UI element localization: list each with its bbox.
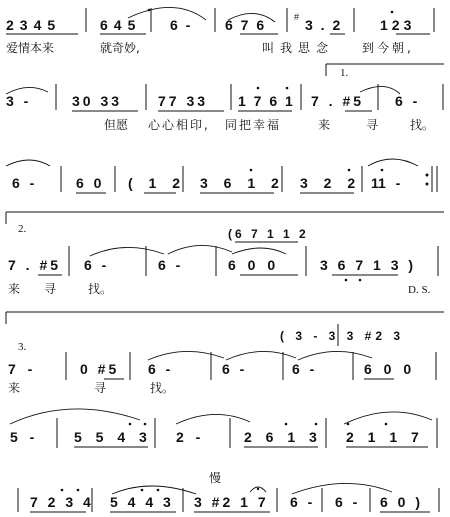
note-group: 6 0 ) [380, 494, 424, 510]
note-group: 0 #5 [80, 361, 120, 377]
note-group: 2 1 1 7 [346, 429, 424, 445]
note-group: 7 - [8, 361, 37, 377]
tie [292, 483, 392, 494]
note-group: 6 - [12, 175, 38, 191]
tempo-mark: 慢 [209, 471, 222, 485]
note-group: 1 7 6 1 [238, 93, 295, 109]
note-group: 7 . #5 [311, 93, 365, 109]
ending-label: 3. [18, 341, 27, 353]
lyric: 找。 [150, 381, 175, 395]
note-group: 3 6 7 1 3 ) [320, 257, 417, 273]
note-group: 6 - [158, 257, 184, 273]
note-group: 6 0 0 [228, 257, 280, 273]
note-group: 6 0 [76, 175, 105, 191]
lyric: 来 [8, 282, 21, 296]
note-group: 6 - [84, 257, 110, 273]
tie [90, 247, 164, 256]
note-group: 5 - [10, 429, 39, 445]
bracket-notes: (6 7 1 1 2 [228, 227, 309, 241]
note-group: 645 [100, 17, 142, 33]
lyric: 同把幸福 [225, 118, 282, 132]
note-group: 3 #2 1 7 [194, 494, 269, 510]
row-4 [6, 212, 444, 296]
lyric: 心心相印, [148, 118, 210, 132]
note-group: 3 6 1 2 [200, 175, 285, 191]
note-group: 2345 [6, 17, 62, 33]
note-group: 3 - [6, 93, 32, 109]
note-group: 6 - [222, 361, 248, 377]
note-group: 5 4 4 3 [110, 494, 174, 510]
tie [360, 86, 400, 94]
note-group: 1 - [378, 175, 404, 191]
lyric: 找。 [88, 282, 113, 296]
lyric: 爱情本来 [6, 41, 55, 55]
note-group: 77 33 [158, 93, 209, 109]
ending-label: 1. [340, 67, 349, 79]
dal-segno-mark: D. S. [408, 284, 431, 296]
note-group: ( 1 2 [128, 175, 187, 191]
tie [168, 245, 232, 254]
lyric: 但愿 [104, 118, 129, 132]
note-group: 6 - [395, 93, 421, 109]
tie [176, 414, 250, 424]
note-group: 123 [380, 17, 416, 33]
tie [148, 351, 224, 360]
note-group: 3 2 2 1 [300, 175, 385, 191]
tie [298, 351, 372, 360]
tie [6, 160, 50, 166]
lyric: 来 [318, 118, 331, 132]
lyric: 叫我思念 [262, 41, 335, 55]
note-group: 7 2 3 4 [30, 494, 94, 510]
tie [226, 351, 296, 360]
row-3 [6, 159, 437, 193]
tie [344, 412, 432, 424]
note-group: 2 6 1 3 [244, 429, 322, 445]
note-group: 3 . 2 [305, 17, 343, 33]
note-group: 6 - [170, 17, 193, 33]
note-group: 30 33 [72, 93, 123, 109]
row-1 [6, 7, 434, 55]
row-7 [18, 470, 439, 512]
note-group: 6 - [335, 494, 361, 510]
note-group: 6 7 6 [225, 17, 267, 33]
note-group: 6 0 0 [364, 361, 416, 377]
lyric: 寻 [94, 381, 107, 395]
tie [232, 248, 286, 254]
note-group: 6 - [292, 361, 318, 377]
row-2 [6, 64, 444, 132]
lyric: 寻 [366, 118, 379, 132]
lyric: 来 [8, 381, 21, 395]
row-5 [6, 312, 444, 395]
accidental: # [294, 12, 300, 22]
note-group: 6 - [148, 361, 174, 377]
note-group: 7 . #5 [8, 257, 62, 273]
note-group: 6 - [290, 494, 316, 510]
lyric: 就奇妙, [100, 41, 140, 55]
lyric: 找。 [410, 118, 435, 132]
note-group: 2 - [176, 429, 205, 445]
lyric: 到今朝, [362, 41, 414, 55]
row-6 [10, 409, 437, 448]
tie [368, 159, 418, 166]
ending-label: 2. [18, 223, 27, 235]
note-group: 5 5 4 3 [74, 429, 152, 445]
lyric: 寻 [44, 282, 57, 296]
tie [10, 409, 140, 424]
bracket-notes: ( 3 - 3 3 #2 3 [280, 329, 405, 343]
